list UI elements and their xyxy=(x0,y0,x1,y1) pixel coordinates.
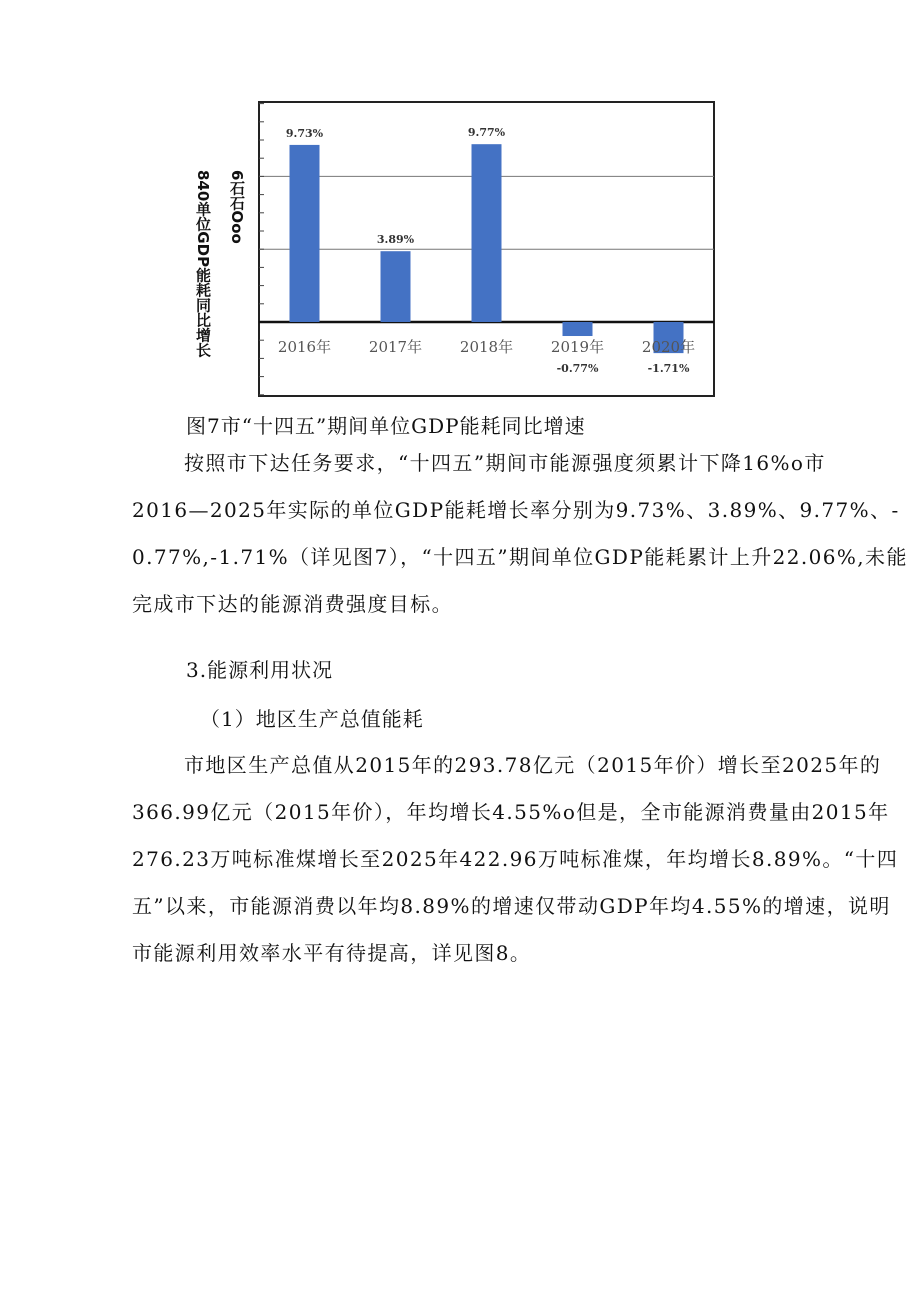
paragraph-2 xyxy=(132,742,899,977)
paragraph-line: 市能源利用效率水平有待提高，详见图8。 xyxy=(132,941,532,965)
bar-chart xyxy=(0,0,920,410)
x-tick-label: 2019年 xyxy=(550,338,605,356)
figure-caption: 图7市“十四五”期间单位GDP能耗同比增速 xyxy=(186,414,586,438)
data-label: 9.73% xyxy=(285,126,324,140)
subsection-heading: （1）地区生产总值能耗 xyxy=(200,707,424,731)
bar xyxy=(290,145,320,322)
paragraph-line: 2016—2025年实际的单位GDP能耗增长率分别为9.73%、3.89%、9.77%、- xyxy=(132,498,900,522)
paragraph-line: 按照市下达任务要求，“十四五”期间市能源强度须累计下降16%o市 xyxy=(184,451,826,475)
paragraph-line: 276.23万吨标准煤增长至2025年422.96万吨标准煤，年均增长8.89%。“十四 xyxy=(132,847,899,871)
paragraph-line: 市地区生产总值从2015年的293.78亿元（2015年价）增长至2025年的 xyxy=(184,753,882,777)
bar xyxy=(472,144,502,322)
data-label: 3.89% xyxy=(376,233,415,247)
data-label: 9.77% xyxy=(467,126,506,140)
x-tick-label: 2020年 xyxy=(641,338,696,356)
paragraph-line: 五”以来，市能源消费以年均8.89%的增速仅带动GDP年均4.55%的增速，说明 xyxy=(132,894,891,918)
bar xyxy=(381,251,411,322)
data-label: -1.71% xyxy=(647,362,690,375)
data-label: -0.77% xyxy=(556,362,599,375)
x-tick-label: 2016年 xyxy=(277,338,332,356)
bar xyxy=(563,322,593,336)
chart-y-axis-extra-label: 6石石Ooo xyxy=(228,170,246,244)
paragraph-line: 0.77%,-1.71%（详见图7），“十四五”期间单位GDP能耗累计上升22.06%,未能 xyxy=(132,545,908,569)
x-tick-label: 2017年 xyxy=(368,338,423,356)
chart-y-axis-label: 840单位GDP能耗同比增长 xyxy=(194,170,212,358)
paragraph-line: 366.99亿元（2015年价），年均增长4.55%o但是，全市能源消费量由2015年 xyxy=(132,800,890,824)
x-tick-label: 2018年 xyxy=(459,338,514,356)
paragraph-line: 完成市下达的能源消费强度目标。 xyxy=(132,592,453,616)
paragraph-1 xyxy=(132,440,908,628)
section-heading: 3.能源利用状况 xyxy=(186,658,334,682)
